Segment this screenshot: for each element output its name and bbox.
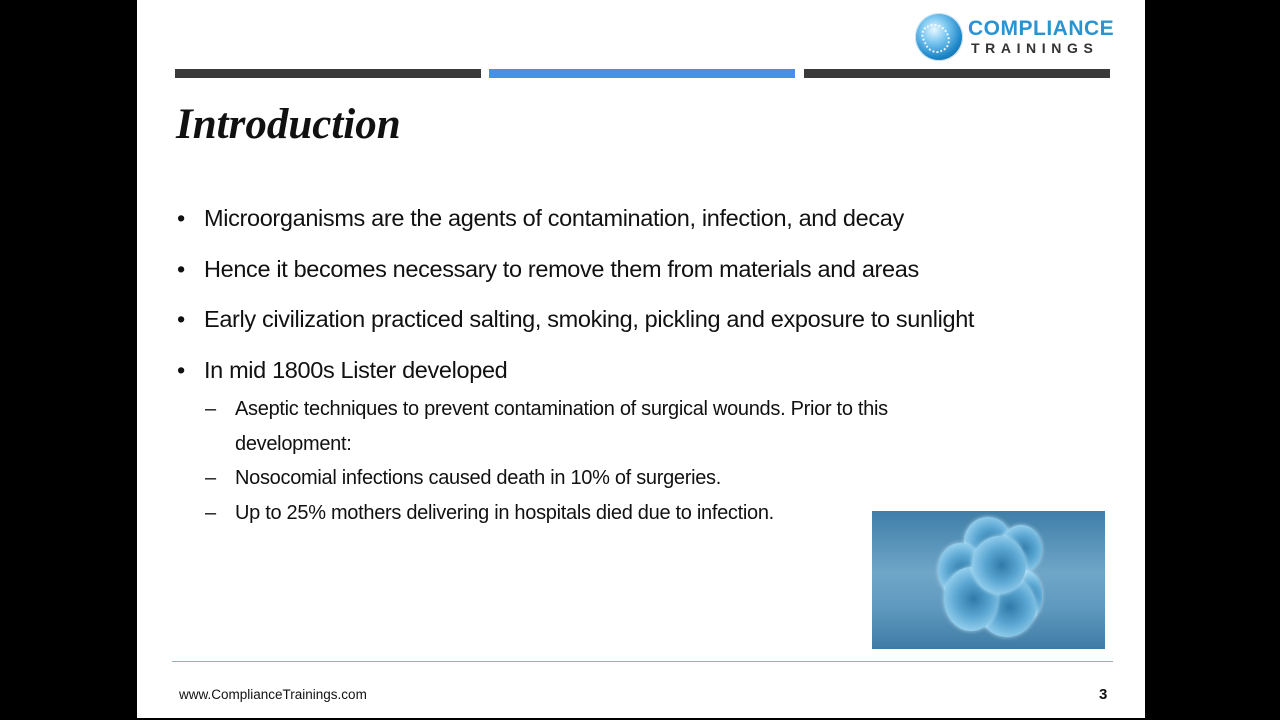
bullet-marker: • [177,256,185,282]
sub-bullet-text: Nosocomial infections caused death in 10% of surgeries. [235,467,722,489]
header-bar-center [489,69,795,78]
footer-website: www.ComplianceTrainings.com [179,687,367,702]
bullet-text: Hence it becomes necessary to remove them from materials and areas [204,256,919,282]
microorganism-image [872,511,1105,649]
sub-bullet-text: development: [235,433,352,455]
compliance-trainings-logo [915,13,1115,63]
bullet-marker: • [177,205,185,231]
bullet-text: Early civilization practiced salting, smoking, pickling and exposure to sunlight [204,306,975,332]
header-bar-left [175,69,481,78]
page-number: 3 [1099,686,1108,703]
footer-divider [172,661,1113,662]
globe-icon [915,13,963,61]
sub-bullet-marker: – [205,467,216,489]
header-bar-right [804,69,1110,78]
sub-bullet-marker: – [205,398,216,420]
bullet-marker: • [177,357,185,383]
logo-text-compliance: COMPLIANCE [968,17,1115,40]
bullet-marker: • [177,306,185,332]
presentation-slide [137,0,1145,718]
logo-text-trainings: TRAININGS [971,40,1099,56]
bullet-text: Microorganisms are the agents of contamination, infection, and decay [204,205,904,231]
slide-title: Introduction [176,101,401,148]
sub-bullet-text: Up to 25% mothers delivering in hospitals died due to infection. [235,502,774,524]
sub-bullet-marker: – [205,502,216,524]
sub-bullet-text: Aseptic techniques to prevent contamination of surgical wounds. Prior to this [235,398,888,420]
bullet-text: In mid 1800s Lister developed [204,357,508,383]
